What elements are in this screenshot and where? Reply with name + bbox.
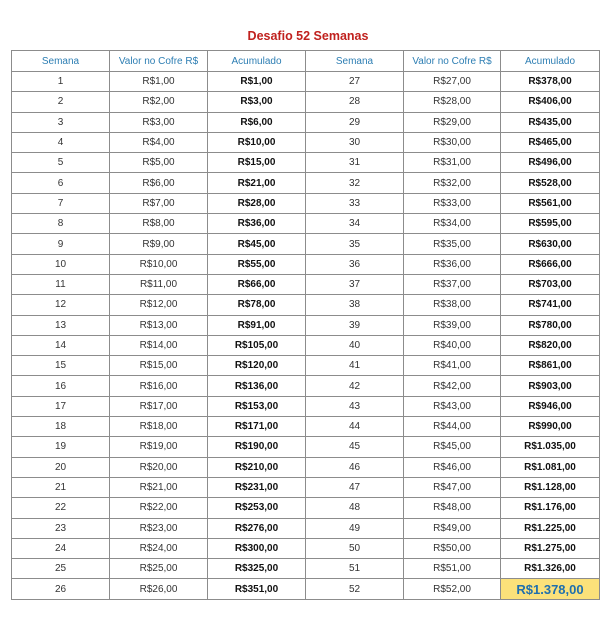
value-cell: R$43,00 [404, 396, 501, 416]
accumulated-cell: R$36,00 [208, 214, 306, 234]
accumulated-cell: R$66,00 [208, 274, 306, 294]
value-cell: R$49,00 [404, 518, 501, 538]
table-row [12, 72, 600, 92]
table-row [12, 234, 600, 254]
value-cell: R$46,00 [404, 457, 501, 477]
value-cell: R$37,00 [404, 274, 501, 294]
savings-table [11, 50, 600, 600]
accumulated-cell: R$6,00 [208, 112, 306, 132]
table-row [12, 173, 600, 193]
table-row [12, 295, 600, 315]
value-cell: R$52,00 [404, 579, 501, 599]
value-cell: R$24,00 [110, 538, 208, 558]
value-cell: R$8,00 [110, 214, 208, 234]
week-cell: 52 [306, 579, 404, 599]
value-cell: R$16,00 [110, 376, 208, 396]
week-cell: 38 [306, 295, 404, 315]
table-row [12, 518, 600, 538]
week-cell: 23 [12, 518, 110, 538]
week-cell: 1 [12, 72, 110, 92]
value-cell: R$50,00 [404, 538, 501, 558]
header-value-1: Valor no Cofre R$ [110, 51, 208, 72]
accumulated-cell: R$990,00 [501, 417, 600, 437]
week-cell: 28 [306, 92, 404, 112]
table-row [12, 153, 600, 173]
table-row [12, 396, 600, 416]
value-cell: R$3,00 [110, 112, 208, 132]
value-cell: R$45,00 [404, 437, 501, 457]
accumulated-cell: R$595,00 [501, 214, 600, 234]
accumulated-cell: R$561,00 [501, 193, 600, 213]
value-cell: R$18,00 [110, 417, 208, 437]
accumulated-cell: R$1.035,00 [501, 437, 600, 457]
week-cell: 49 [306, 518, 404, 538]
value-cell: R$12,00 [110, 295, 208, 315]
accumulated-cell: R$1.176,00 [501, 498, 600, 518]
value-cell: R$2,00 [110, 92, 208, 112]
week-cell: 17 [12, 396, 110, 416]
table-row [12, 132, 600, 152]
week-cell: 33 [306, 193, 404, 213]
table-row [12, 417, 600, 437]
week-cell: 18 [12, 417, 110, 437]
table-row [12, 335, 600, 355]
week-cell: 4 [12, 132, 110, 152]
value-cell: R$19,00 [110, 437, 208, 457]
week-cell: 37 [306, 274, 404, 294]
table-row [12, 559, 600, 579]
value-cell: R$23,00 [110, 518, 208, 538]
value-cell: R$47,00 [404, 477, 501, 497]
accumulated-cell: R$946,00 [501, 396, 600, 416]
table-row [12, 579, 600, 599]
week-cell: 27 [306, 72, 404, 92]
week-cell: 24 [12, 538, 110, 558]
week-cell: 40 [306, 335, 404, 355]
page-title: Desafio 52 Semanas [247, 29, 369, 43]
table-row [12, 498, 600, 518]
accumulated-cell: R$105,00 [208, 335, 306, 355]
value-cell: R$42,00 [404, 376, 501, 396]
value-cell: R$11,00 [110, 274, 208, 294]
table-row [12, 214, 600, 234]
table-row [12, 112, 600, 132]
table-row [12, 254, 600, 274]
accumulated-cell: R$3,00 [208, 92, 306, 112]
week-cell: 45 [306, 437, 404, 457]
value-cell: R$51,00 [404, 559, 501, 579]
accumulated-cell: R$153,00 [208, 396, 306, 416]
accumulated-cell: R$10,00 [208, 132, 306, 152]
accumulated-cell: R$1.128,00 [501, 477, 600, 497]
week-cell: 39 [306, 315, 404, 335]
week-cell: 34 [306, 214, 404, 234]
value-cell: R$34,00 [404, 214, 501, 234]
accumulated-cell: R$45,00 [208, 234, 306, 254]
value-cell: R$17,00 [110, 396, 208, 416]
value-cell: R$9,00 [110, 234, 208, 254]
week-cell: 5 [12, 153, 110, 173]
week-cell: 19 [12, 437, 110, 457]
value-cell: R$39,00 [404, 315, 501, 335]
accumulated-cell: R$528,00 [501, 173, 600, 193]
week-cell: 11 [12, 274, 110, 294]
week-cell: 29 [306, 112, 404, 132]
week-cell: 10 [12, 254, 110, 274]
week-cell: 26 [12, 579, 110, 599]
accumulated-cell: R$741,00 [501, 295, 600, 315]
value-cell: R$35,00 [404, 234, 501, 254]
value-cell: R$33,00 [404, 193, 501, 213]
accumulated-cell: R$28,00 [208, 193, 306, 213]
header-week-2: Semana [306, 51, 404, 72]
accumulated-cell: R$78,00 [208, 295, 306, 315]
value-cell: R$29,00 [404, 112, 501, 132]
value-cell: R$38,00 [404, 295, 501, 315]
accumulated-cell: R$861,00 [501, 356, 600, 376]
value-cell: R$4,00 [110, 132, 208, 152]
week-cell: 14 [12, 335, 110, 355]
week-cell: 16 [12, 376, 110, 396]
accumulated-cell: R$15,00 [208, 153, 306, 173]
week-cell: 25 [12, 559, 110, 579]
accumulated-cell: R$1.275,00 [501, 538, 600, 558]
week-cell: 20 [12, 457, 110, 477]
value-cell: R$25,00 [110, 559, 208, 579]
accumulated-cell: R$171,00 [208, 417, 306, 437]
accumulated-cell: R$666,00 [501, 254, 600, 274]
accumulated-cell: R$378,00 [501, 72, 600, 92]
table-row [12, 356, 600, 376]
week-cell: 46 [306, 457, 404, 477]
accumulated-cell: R$21,00 [208, 173, 306, 193]
value-cell: R$31,00 [404, 153, 501, 173]
week-cell: 47 [306, 477, 404, 497]
accumulated-cell: R$406,00 [501, 92, 600, 112]
value-cell: R$15,00 [110, 356, 208, 376]
table-row [12, 376, 600, 396]
week-cell: 44 [306, 417, 404, 437]
accumulated-cell: R$630,00 [501, 234, 600, 254]
table-row [12, 315, 600, 335]
value-cell: R$32,00 [404, 173, 501, 193]
week-cell: 15 [12, 356, 110, 376]
week-cell: 22 [12, 498, 110, 518]
header-accumulated-2: Acumulado [501, 51, 600, 72]
accumulated-cell: R$496,00 [501, 153, 600, 173]
accumulated-cell: R$55,00 [208, 254, 306, 274]
accumulated-cell: R$780,00 [501, 315, 600, 335]
accumulated-cell: R$325,00 [208, 559, 306, 579]
week-cell: 12 [12, 295, 110, 315]
value-cell: R$28,00 [404, 92, 501, 112]
week-cell: 2 [12, 92, 110, 112]
accumulated-cell: R$1.081,00 [501, 457, 600, 477]
week-cell: 51 [306, 559, 404, 579]
value-cell: R$6,00 [110, 173, 208, 193]
week-cell: 3 [12, 112, 110, 132]
week-cell: 43 [306, 396, 404, 416]
week-cell: 6 [12, 173, 110, 193]
value-cell: R$36,00 [404, 254, 501, 274]
week-cell: 9 [12, 234, 110, 254]
value-cell: R$22,00 [110, 498, 208, 518]
header-row [12, 51, 600, 72]
value-cell: R$44,00 [404, 417, 501, 437]
accumulated-cell: R$210,00 [208, 457, 306, 477]
table-row [12, 457, 600, 477]
accumulated-cell: R$465,00 [501, 132, 600, 152]
accumulated-cell: R$253,00 [208, 498, 306, 518]
accumulated-cell: R$190,00 [208, 437, 306, 457]
value-cell: R$1,00 [110, 72, 208, 92]
table-row [12, 437, 600, 457]
value-cell: R$20,00 [110, 457, 208, 477]
value-cell: R$21,00 [110, 477, 208, 497]
week-cell: 42 [306, 376, 404, 396]
value-cell: R$27,00 [404, 72, 501, 92]
week-cell: 36 [306, 254, 404, 274]
week-cell: 32 [306, 173, 404, 193]
value-cell: R$5,00 [110, 153, 208, 173]
value-cell: R$26,00 [110, 579, 208, 599]
final-total-cell: R$1.378,00 [501, 579, 600, 599]
accumulated-cell: R$1,00 [208, 72, 306, 92]
week-cell: 48 [306, 498, 404, 518]
value-cell: R$30,00 [404, 132, 501, 152]
week-cell: 41 [306, 356, 404, 376]
accumulated-cell: R$1.326,00 [501, 559, 600, 579]
table-row [12, 193, 600, 213]
week-cell: 35 [306, 234, 404, 254]
value-cell: R$41,00 [404, 356, 501, 376]
value-cell: R$14,00 [110, 335, 208, 355]
header-value-2: Valor no Cofre R$ [404, 51, 501, 72]
accumulated-cell: R$231,00 [208, 477, 306, 497]
value-cell: R$13,00 [110, 315, 208, 335]
table-row [12, 92, 600, 112]
accumulated-cell: R$903,00 [501, 376, 600, 396]
week-cell: 21 [12, 477, 110, 497]
week-cell: 13 [12, 315, 110, 335]
week-cell: 7 [12, 193, 110, 213]
accumulated-cell: R$703,00 [501, 274, 600, 294]
value-cell: R$40,00 [404, 335, 501, 355]
header-accumulated-1: Acumulado [208, 51, 306, 72]
value-cell: R$48,00 [404, 498, 501, 518]
week-cell: 31 [306, 153, 404, 173]
table-row [12, 477, 600, 497]
week-cell: 30 [306, 132, 404, 152]
table-row [12, 538, 600, 558]
accumulated-cell: R$435,00 [501, 112, 600, 132]
table-row [12, 274, 600, 294]
accumulated-cell: R$276,00 [208, 518, 306, 538]
accumulated-cell: R$1.225,00 [501, 518, 600, 538]
header-week-1: Semana [12, 51, 110, 72]
week-cell: 50 [306, 538, 404, 558]
accumulated-cell: R$820,00 [501, 335, 600, 355]
value-cell: R$10,00 [110, 254, 208, 274]
value-cell: R$7,00 [110, 193, 208, 213]
accumulated-cell: R$136,00 [208, 376, 306, 396]
week-cell: 8 [12, 214, 110, 234]
accumulated-cell: R$300,00 [208, 538, 306, 558]
accumulated-cell: R$91,00 [208, 315, 306, 335]
accumulated-cell: R$351,00 [208, 579, 306, 599]
accumulated-cell: R$120,00 [208, 356, 306, 376]
